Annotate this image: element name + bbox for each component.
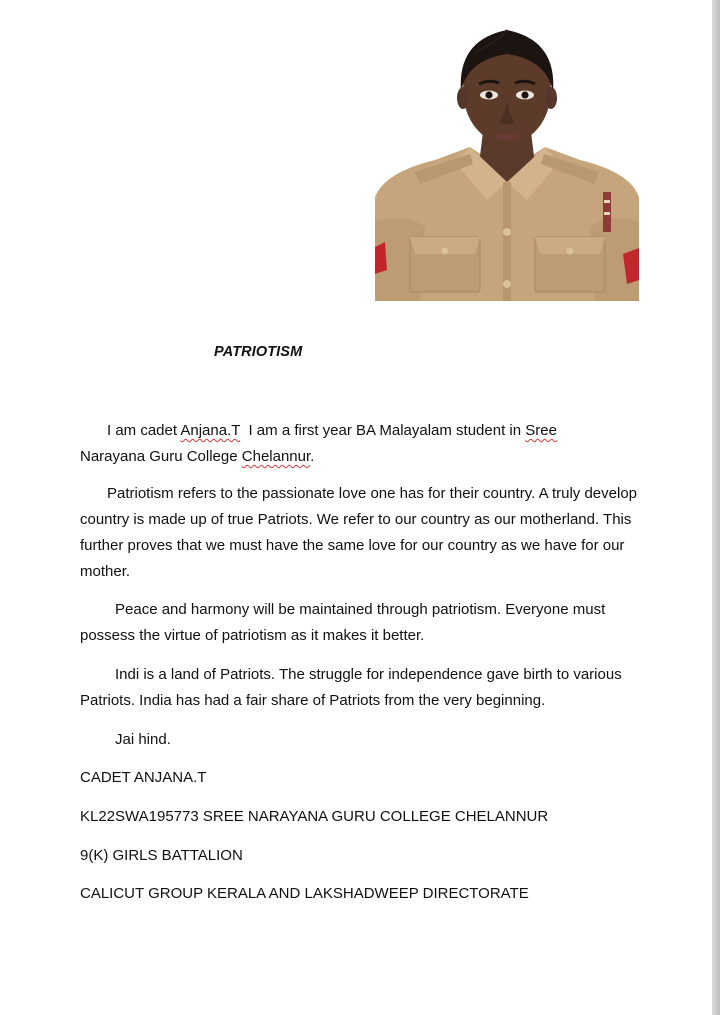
intro-college: Narayana Guru College: [80, 448, 242, 465]
patriotism-definition-paragraph: [80, 481, 650, 585]
land-of-patriots-paragraph: [80, 662, 650, 714]
paragraph-text: Patriotism refers to the passionate love one has for their country. A truly develop country is made up of true Patriots. We refer to our country as our motherland. This further proves that we must have the same love for our country as we have for our mother.: [80, 485, 638, 580]
cadet-portrait-photo: [375, 22, 639, 301]
portrait-illustration: [375, 22, 639, 301]
signature-name: CADET ANJANA.T: [80, 769, 207, 786]
signature-id-college: KL22SWA195773 SREE NARAYANA GURU COLLEGE CHELANNUR: [80, 808, 549, 825]
signature-battalion: 9(K) GIRLS BATTALION: [80, 847, 243, 864]
page-edge-shadow: [712, 0, 720, 1015]
intro-paragraph: [80, 418, 650, 470]
intro-middle: I am a first year BA Malayalam student in: [240, 422, 526, 439]
misspelled-name: Anjana.T: [180, 422, 241, 439]
misspelled-place: Chelannur: [241, 448, 311, 465]
misspelled-sree: Sree: [525, 422, 557, 439]
peace-harmony-paragraph: [80, 597, 650, 649]
signature-directorate: CALICUT GROUP KERALA AND LAKSHADWEEP DIRECTORATE: [80, 885, 529, 902]
closing-text: Jai hind.: [115, 731, 171, 748]
paragraph-text: Indi is a land of Patriots. The struggle for independence gave birth to various Patriots. India has had a fair share of Patriots from the very beginning.: [80, 666, 622, 709]
intro-end: .: [310, 448, 315, 465]
intro-lead: I am cadet: [107, 422, 181, 439]
paragraph-text: Peace and harmony will be maintained through patriotism. Everyone must possess the virtue of patriotism as it makes it better.: [80, 601, 606, 644]
closing-line: [80, 727, 650, 753]
page-title: PATRIOTISM: [214, 344, 303, 360]
